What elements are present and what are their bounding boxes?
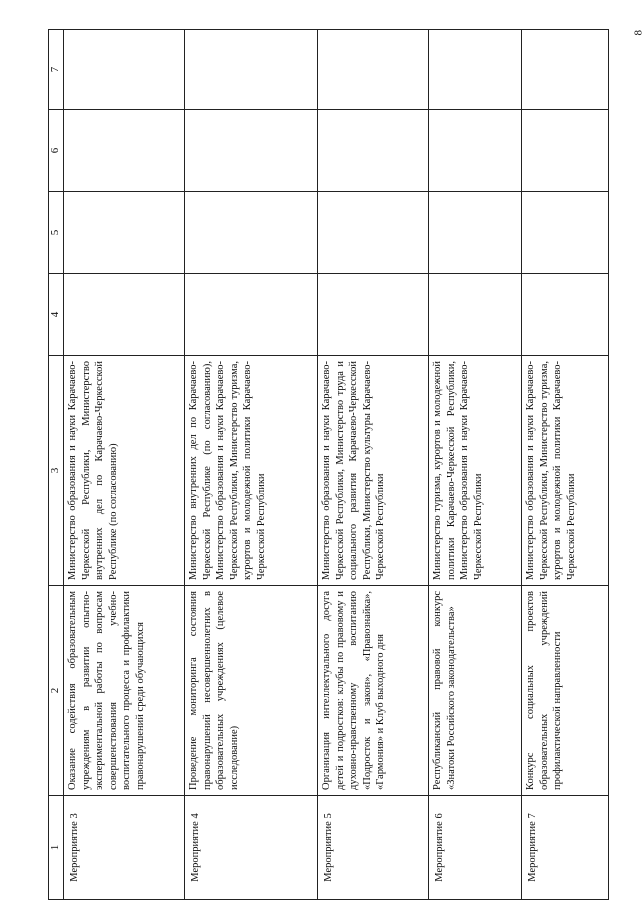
table-row — [185, 30, 318, 900]
empty-cell — [429, 110, 522, 192]
event-name-cell: Мероприятие 7 — [522, 796, 609, 900]
empty-cell — [522, 110, 609, 192]
empty-cell — [185, 110, 318, 192]
empty-cell — [429, 30, 522, 110]
empty-cell — [185, 30, 318, 110]
event-description-cell: Проведение мониторинга состояния правонарушений несовершеннолетних в образовательных учреждениях (целевое исследование) — [185, 586, 318, 796]
event-name-cell: Мероприятие 3 — [64, 796, 185, 900]
event-executors-cell: Министерство внутренних дел по Карачаево-Черкесской Республике (по согласованию), Министерство образования и науки Карачаево-Черкесской Республики, Министерство туризма, курортов и молодежной политики Карачаево-Черкесской Республики — [185, 356, 318, 586]
event-executors-cell: Министерство образования и науки Карачаево-Черкесской Республики, Министерство труда и социального развития Карачаево-Черкесской Республики, Министерство культуры Карачаево-Черкесской Республики — [318, 356, 429, 586]
empty-cell — [522, 30, 609, 110]
event-name-cell: Мероприятие 4 — [185, 796, 318, 900]
empty-cell — [318, 274, 429, 356]
event-executors-cell: Министерство образования и науки Карачаево-Черкесской Республики, Министерство внутренних дел по Карачаево-Черкесской Республике (по согласованию) — [64, 356, 185, 586]
event-executors-cell: Министерство туризма, курортов и молодежной политики Карачаево-Черкесской Республики, Министерство образования и науки Карачаево-Черкесской Республики — [429, 356, 522, 586]
empty-cell — [318, 30, 429, 110]
event-description-cell: Оказание содействия образовательным учреждениям в развитии опытно-экспериментальной работы по вопросам совершенствования учебно-воспитательного процесса и профилактики правонарушений среди обучающихся — [64, 586, 185, 796]
empty-cell — [318, 110, 429, 192]
event-name-cell: Мероприятие 5 — [318, 796, 429, 900]
empty-cell — [522, 192, 609, 274]
event-description-cell: Конкурс социальных проектов образовательных учреждений профилактической направленности — [522, 586, 609, 796]
empty-cell — [522, 274, 609, 356]
table-row — [429, 30, 522, 900]
program-events-table — [48, 29, 609, 900]
column-number: 5 — [49, 192, 64, 274]
table-row — [522, 30, 609, 900]
event-description-cell: Республиканский правовой конкурс «Знатоки Российского законодательства» — [429, 586, 522, 796]
rotated-table-wrapper — [48, 30, 606, 900]
empty-cell — [64, 30, 185, 110]
event-name-cell: Мероприятие 6 — [429, 796, 522, 900]
empty-cell — [429, 274, 522, 356]
column-number: 2 — [49, 586, 64, 796]
column-number: 6 — [49, 110, 64, 192]
column-number: 1 — [49, 796, 64, 900]
empty-cell — [64, 274, 185, 356]
page-number: 8 — [632, 30, 644, 36]
empty-cell — [64, 192, 185, 274]
column-number: 3 — [49, 356, 64, 586]
empty-cell — [185, 274, 318, 356]
column-number-row — [49, 30, 64, 900]
column-number: 4 — [49, 274, 64, 356]
empty-cell — [185, 192, 318, 274]
table-row — [318, 30, 429, 900]
empty-cell — [318, 192, 429, 274]
table-row — [64, 30, 185, 900]
event-description-cell: Организация интеллектуального досуга детей и подростков: клубы по правовому и духовно-нравственному воспитанию «Подросток и закон», «Правознайка», «Гармония» и Клуб выходного дня — [318, 586, 429, 796]
event-executors-cell: Министерство образования и науки Карачаево-Черкесской Республики, Министерство туризма, курортов и молодежной политики Карачаево-Черкесской Республики — [522, 356, 609, 586]
column-number: 7 — [49, 30, 64, 110]
empty-cell — [64, 110, 185, 192]
empty-cell — [429, 192, 522, 274]
